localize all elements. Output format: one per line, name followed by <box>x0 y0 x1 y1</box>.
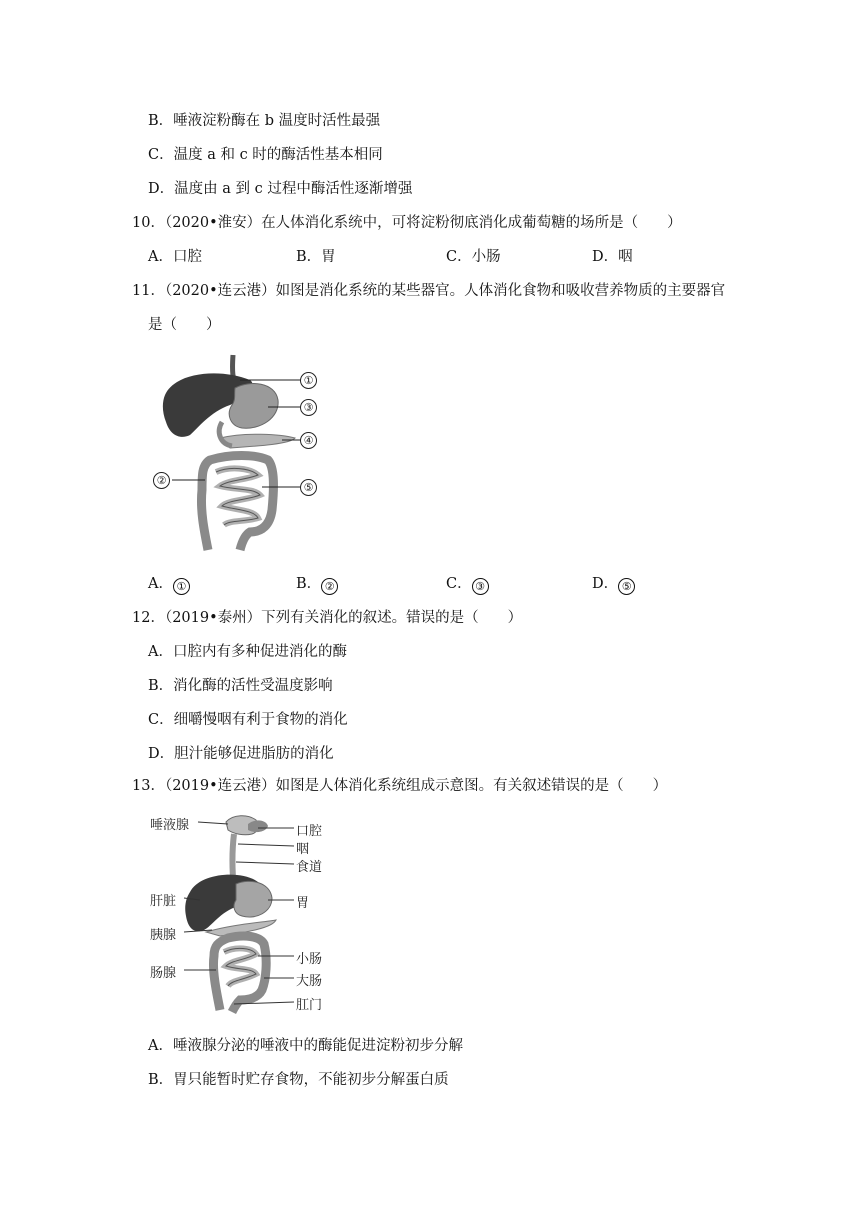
q11-label-4: ④ <box>300 432 317 449</box>
q11-digestive-organs-figure <box>150 350 340 555</box>
q9-option-d: D．温度由 a 到 c 过程中酶活性逐渐增强 <box>148 181 413 197</box>
q13-option-a: A．唾液腺分泌的唾液中的酶能促进淀粉初步分解 <box>148 1038 463 1054</box>
q13-label-anus: 肛门 <box>296 998 323 1013</box>
q12-option-d: D．胆汁能够促进脂肪的消化 <box>148 746 334 762</box>
q10-stem: 10．（2020•淮安）在人体消化系统中，可将淀粉彻底消化成葡萄糖的场所是（ ） <box>132 215 682 231</box>
q11-option-c <box>446 575 489 595</box>
q11-option-c-prefix: C． <box>446 576 472 592</box>
q11-option-d-prefix: D． <box>592 576 619 592</box>
q11-option-c-mark: ③ <box>472 578 489 595</box>
q13-label-esophagus: 食道 <box>296 860 323 875</box>
q12-option-a: A．口腔内有多种促进消化的酶 <box>148 644 347 660</box>
q13-label-salivary-gland: 唾液腺 <box>150 818 190 833</box>
q13-label-pharynx: 咽 <box>296 842 310 857</box>
q11-option-a <box>148 575 190 595</box>
q13-label-large-intestine: 大肠 <box>296 974 323 989</box>
q11-option-b <box>296 575 338 595</box>
q11-option-a-prefix: A． <box>148 576 173 592</box>
q13-label-small-intestine: 小肠 <box>296 952 323 967</box>
q13-label-intestinal-gland: 肠腺 <box>150 966 177 981</box>
q13-label-liver: 肝脏 <box>150 894 177 909</box>
q11-option-d-mark: ⑤ <box>618 578 635 595</box>
q9-option-b: B．唾液淀粉酶在 b 温度时活性最强 <box>148 113 381 129</box>
q13-label-mouth: 口腔 <box>296 824 323 839</box>
q10-option-a: A．口腔 <box>148 249 202 265</box>
q11-option-b-prefix: B． <box>296 576 322 592</box>
q11-label-3: ③ <box>300 399 317 416</box>
q13-digestive-system-figure <box>148 810 338 1015</box>
q12-stem: 12．（2019•泰州）下列有关消化的叙述。错误的是（ ） <box>132 610 523 626</box>
q13-option-b: B．胃只能暂时贮存食物，不能初步分解蛋白质 <box>148 1072 449 1088</box>
q13-stem: 13．（2019•连云港）如图是人体消化系统组成示意图。有关叙述错误的是（ ） <box>132 778 668 794</box>
q12-option-b: B．消化酶的活性受温度影响 <box>148 678 333 694</box>
q11-stem-line1: 11．（2020•连云港）如图是消化系统的某些器官。人体消化食物和吸收营养物质的主要器官 <box>132 283 726 299</box>
q11-stem-line2: 是（ ） <box>148 317 221 333</box>
q11-option-b-mark: ② <box>321 578 338 595</box>
q13-label-pancreas: 胰腺 <box>150 928 177 943</box>
q10-option-c: C．小肠 <box>446 249 501 265</box>
q13-label-stomach: 胃 <box>296 896 310 911</box>
q11-option-a-mark: ① <box>173 578 190 595</box>
q11-label-1: ① <box>300 372 317 389</box>
q9-option-c: C．温度 a 和 c 时的酶活性基本相同 <box>148 147 383 163</box>
q11-option-d <box>592 575 635 595</box>
q11-label-2: ② <box>153 472 170 489</box>
q12-option-c: C．细嚼慢咽有利于食物的消化 <box>148 712 348 728</box>
q10-option-b: B．胃 <box>296 249 336 265</box>
q11-label-5: ⑤ <box>300 479 317 496</box>
q10-option-d: D．咽 <box>592 249 633 265</box>
